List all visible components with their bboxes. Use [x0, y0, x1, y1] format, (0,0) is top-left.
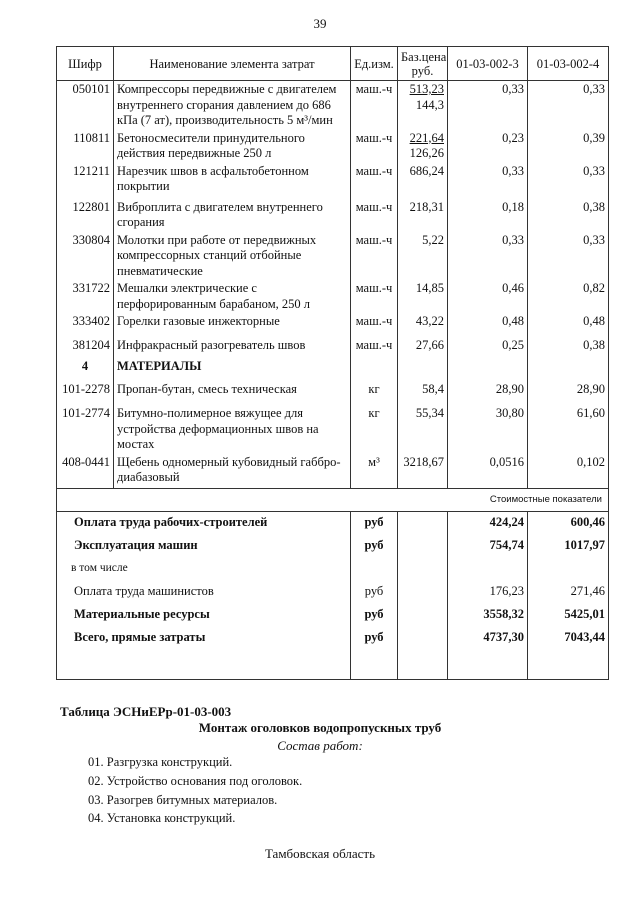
price-cell: 58,4	[398, 381, 448, 405]
material-row	[57, 381, 609, 405]
table-bottom-row	[57, 650, 609, 680]
code-cell: 331722	[57, 280, 114, 313]
unit-cell: маш.-ч	[351, 199, 398, 232]
value-cell: 271,46	[528, 581, 609, 604]
price-value: 27,66	[415, 338, 444, 352]
unit-cell	[351, 558, 398, 581]
value-cell: 28,90	[528, 381, 609, 405]
unit-cell: маш.-ч	[351, 280, 398, 313]
table-cell	[351, 358, 398, 381]
work-item: 02. Устройство основания под оголовок.	[88, 774, 303, 788]
empty-cell	[448, 650, 528, 680]
price-value: 686,24	[409, 163, 444, 178]
region-footer: Тамбовская область	[264, 846, 376, 861]
value-cell: 0,33	[528, 163, 609, 199]
summary-row	[57, 535, 609, 558]
price-cell: 3218,67	[398, 454, 448, 489]
table-row	[57, 163, 609, 199]
price-cell	[398, 313, 448, 337]
unit-cell: м³	[351, 454, 398, 489]
value-cell: 5425,01	[528, 604, 609, 627]
unit-cell: маш.-ч	[351, 337, 398, 358]
value-cell: 0,33	[528, 232, 609, 281]
price-cell	[398, 163, 448, 199]
price-value: 14,85	[415, 281, 444, 295]
name-cell: Горелки газовые инжекторные	[114, 313, 351, 337]
empty-cell	[398, 650, 448, 680]
value-cell: 0,38	[528, 337, 609, 358]
price-value: 221,64	[409, 130, 444, 145]
price-cell	[398, 337, 448, 358]
price-cell	[398, 81, 448, 130]
unit-cell: руб	[351, 581, 398, 604]
table-header	[57, 47, 609, 81]
table-cell	[448, 358, 528, 381]
value-cell: 0,23	[448, 130, 528, 163]
unit-cell: маш.-ч	[351, 163, 398, 199]
works-title: Состав работ:	[277, 738, 363, 753]
value-cell: 3558,32	[448, 604, 528, 627]
table-cell	[528, 358, 609, 381]
work-item: 04. Установка конструкций.	[88, 811, 236, 825]
header-cell: 01-03-002-4	[528, 47, 609, 81]
price-value: 513,23	[409, 82, 444, 96]
code-cell: 121211	[57, 163, 114, 199]
value-cell: 30,80	[448, 405, 528, 454]
work-item: 01. Разгрузка конструкций.	[88, 755, 233, 769]
price-cell	[398, 232, 448, 281]
price-value: 218,31	[409, 199, 444, 214]
name-cell: Виброплита с двигателем внутреннего сгорания	[114, 199, 351, 232]
table-cell	[398, 535, 448, 558]
table-row	[57, 130, 609, 163]
summary-row	[57, 604, 609, 627]
code-cell: 381204	[57, 337, 114, 358]
unit-cell: руб	[351, 535, 398, 558]
section-name: МАТЕРИАЛЫ	[114, 358, 351, 381]
value-cell	[448, 558, 528, 581]
code-cell: 408-0441	[57, 454, 114, 489]
table-row	[57, 280, 609, 313]
header-cell: Ед.изм.	[351, 47, 398, 81]
section-code: 4	[57, 358, 114, 381]
section-row	[57, 358, 609, 381]
summary-row	[57, 627, 609, 650]
table-cell	[398, 627, 448, 650]
header-cell: Наименование элемента затрат	[114, 47, 351, 81]
price-secondary: 144,3	[415, 97, 444, 112]
name-cell: Бетоносмесители принудительного действия передвижные 250 л	[114, 130, 351, 163]
name-cell: Щебень одномерный кубовидный габбро-диабазовый	[114, 454, 351, 489]
value-cell: 0,18	[448, 199, 528, 232]
unit-cell: маш.-ч	[351, 81, 398, 130]
page-number: 39	[313, 16, 327, 31]
code-cell: 122801	[57, 199, 114, 232]
name-cell: Пропан-бутан, смесь техническая	[114, 381, 351, 405]
header-cell: 01-03-002-3	[448, 47, 528, 81]
value-cell: 600,46	[528, 511, 609, 535]
name-cell: Инфракрасный разогреватель швов	[114, 337, 351, 358]
value-cell: 0,33	[448, 232, 528, 281]
cost-indicators-row	[57, 489, 609, 512]
value-cell: 7043,44	[528, 627, 609, 650]
value-cell: 754,74	[448, 535, 528, 558]
table-cell	[398, 511, 448, 535]
price-cell	[398, 280, 448, 313]
value-cell: 0,0516	[448, 454, 528, 489]
cost-indicators-label: Стоимостные показатели	[57, 489, 609, 512]
code-cell: 330804	[57, 232, 114, 281]
value-cell: 61,60	[528, 405, 609, 454]
subtitle: Монтаж оголовков водопропускных труб	[198, 720, 442, 735]
value-cell: 0,48	[448, 313, 528, 337]
summary-label: Материальные ресурсы	[57, 604, 351, 627]
summary-label: Оплата труда рабочих-строителей	[57, 511, 351, 535]
table-row	[57, 232, 609, 281]
summary-row	[57, 558, 609, 581]
value-cell: 0,25	[448, 337, 528, 358]
cost-table	[56, 46, 609, 680]
table-row	[57, 313, 609, 337]
empty-cell	[57, 650, 351, 680]
value-cell: 0,33	[448, 81, 528, 130]
name-cell: Мешалки электрические с перфорированным барабаном, 250 л	[114, 280, 351, 313]
code-cell: 110811	[57, 130, 114, 163]
summary-row	[57, 511, 609, 535]
unit-cell: маш.-ч	[351, 130, 398, 163]
summary-label: в том числе	[57, 558, 351, 581]
price-cell	[398, 130, 448, 163]
value-cell: 0,48	[528, 313, 609, 337]
material-row	[57, 405, 609, 454]
header-cell: Шифр	[57, 47, 114, 81]
price-value: 5,22	[422, 232, 444, 247]
summary-row	[57, 581, 609, 604]
value-cell: 0,33	[448, 163, 528, 199]
table-row	[57, 337, 609, 358]
table-row	[57, 199, 609, 232]
value-cell: 0,82	[528, 280, 609, 313]
value-cell: 1017,97	[528, 535, 609, 558]
code-cell: 050101	[57, 81, 114, 130]
table-cell	[398, 558, 448, 581]
empty-cell	[351, 650, 398, 680]
name-cell: Компрессоры передвижные с двигателем внутреннего сгорания давлением до 686 кПа (7 ат), производительность 5 м³/мин	[114, 81, 351, 130]
table-cell	[398, 604, 448, 627]
value-cell: 0,33	[528, 81, 609, 130]
code-cell: 101-2278	[57, 381, 114, 405]
unit-cell: руб	[351, 604, 398, 627]
unit-cell: руб	[351, 511, 398, 535]
code-cell: 101-2774	[57, 405, 114, 454]
code-cell: 333402	[57, 313, 114, 337]
name-cell: Битумно-полимерное вяжущее для устройства деформационных швов на мостах	[114, 405, 351, 454]
value-cell: 176,23	[448, 581, 528, 604]
value-cell: 0,46	[448, 280, 528, 313]
summary-label: Всего, прямые затраты	[57, 627, 351, 650]
value-cell: 0,38	[528, 199, 609, 232]
price-cell: 55,34	[398, 405, 448, 454]
unit-cell: руб	[351, 627, 398, 650]
price-cell	[398, 199, 448, 232]
empty-cell	[528, 650, 609, 680]
header-cell: Баз.цена руб.	[398, 47, 448, 81]
value-cell: 0,39	[528, 130, 609, 163]
summary-label: Эксплуатация машин	[57, 535, 351, 558]
table-title: Таблица ЭСНиЕРр-01-03-003	[60, 704, 232, 719]
table-cell	[398, 581, 448, 604]
table-row	[57, 81, 609, 130]
summary-label: Оплата труда машинистов	[57, 581, 351, 604]
unit-cell: маш.-ч	[351, 232, 398, 281]
table-cell	[398, 358, 448, 381]
work-item: 03. Разогрев битумных материалов.	[88, 793, 278, 807]
value-cell: 4737,30	[448, 627, 528, 650]
value-cell	[528, 558, 609, 581]
value-cell: 0,102	[528, 454, 609, 489]
material-row	[57, 454, 609, 489]
name-cell: Нарезчик швов в асфальтобетонном покрытии	[114, 163, 351, 199]
value-cell: 28,90	[448, 381, 528, 405]
name-cell: Молотки при работе от передвижных компрессорных станций отбойные пневматические	[114, 232, 351, 281]
unit-cell: маш.-ч	[351, 313, 398, 337]
value-cell: 424,24	[448, 511, 528, 535]
unit-cell: кг	[351, 381, 398, 405]
price-secondary: 126,26	[409, 146, 444, 160]
price-value: 43,22	[415, 314, 444, 328]
unit-cell: кг	[351, 405, 398, 454]
